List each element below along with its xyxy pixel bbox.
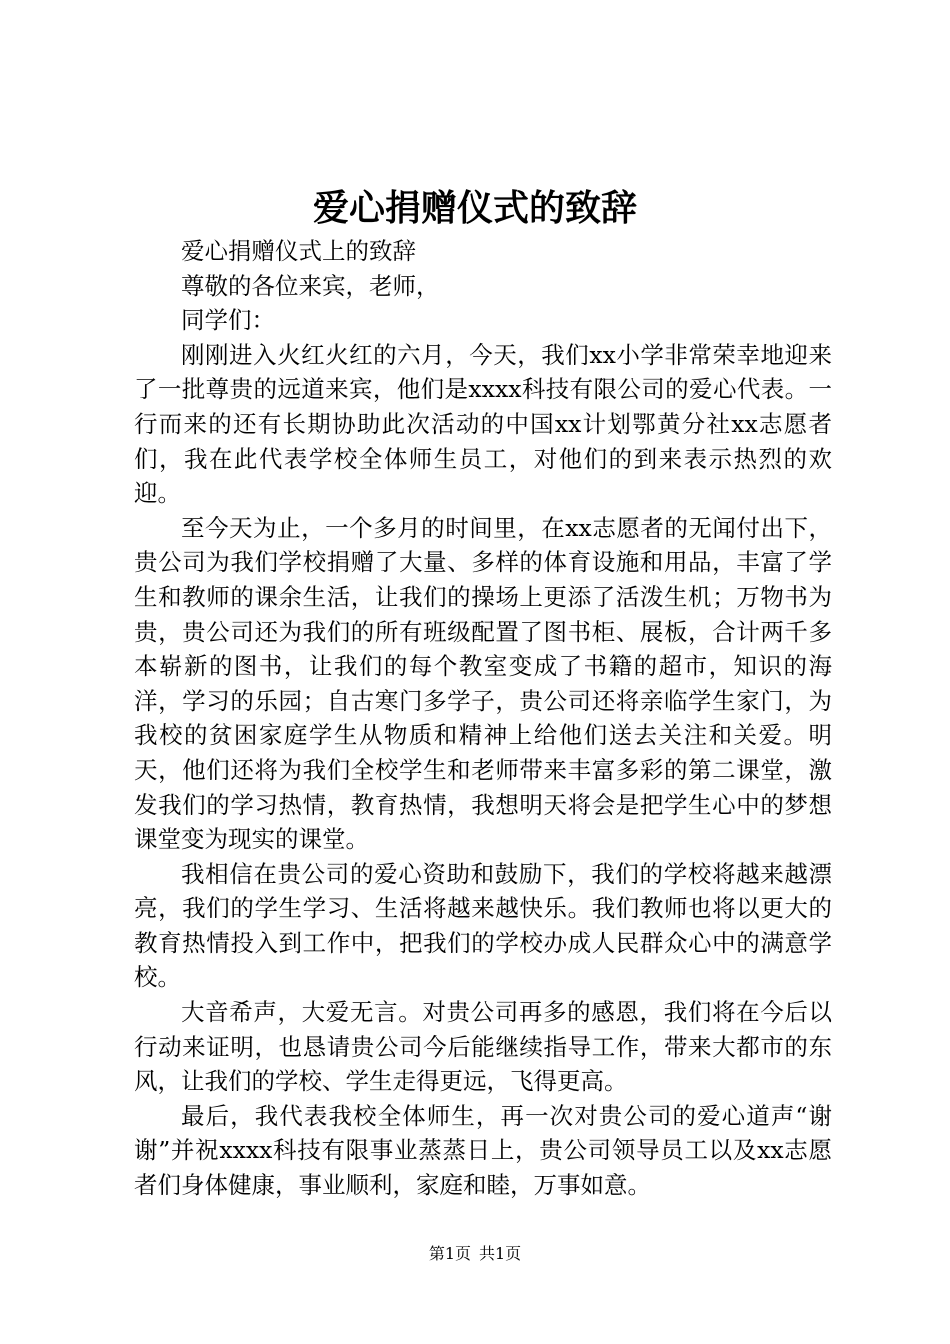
body-paragraph: 至今天为止，一个多月的时间里，在xx志愿者的无闻付出下，贵公司为我们学校捐赠了大量、多样的体育设施和用品，丰富了学生和教师的课余生活，让我们的操场上更添了活泼生机；万物书为贵，贵公司还为我们的所有班级配置了图书柜、展板，合计两千多本崭新的图书，让我们的每个教室变成了书籍的超市，知识的海洋，学习的乐园；自古寒门多学子，贵公司还将亲临学生家门，为我校的贫困家庭学生从物质和精神上给他们送去关注和关爱。明天，他们还将为我们全校学生和老师带来丰富多彩的第二课堂，激发我们的学习热情，教育热情，我想明天将会是把学生心中的梦想课堂变为现实的课堂。 (134, 513, 832, 854)
body-paragraph: 刚刚进入火红火红的六月，今天，我们xx小学非常荣幸地迎来了一批尊贵的远道来宾，他们是xxxx科技有限公司的爱心代表。一行而来的还有长期协助此次活动的中国xx计划鄂黄分社xx志愿者们，我在此代表学校全体师生员工，对他们的到来表示热烈的欢迎。 (134, 340, 832, 508)
body-paragraph: 最后，我代表我校全体师生，再一次对贵公司的爱心道声“谢谢”并祝xxxx科技有限事业蒸蒸日上，贵公司领导员工以及xx志愿者们身体健康，事业顺利，家庭和睦，万事如意。 (134, 1101, 832, 1200)
page-number: 第1页 (428, 1244, 471, 1263)
salutation-line: 同学们： (181, 306, 275, 335)
subtitle-line: 爱心捐赠仪式上的致辞 (181, 237, 416, 265)
page-total: 共1页 (479, 1244, 522, 1263)
document-title: 爱心捐赠仪式的致辞 (312, 187, 637, 229)
body-paragraph: 我相信在贵公司的爱心资助和鼓励下，我们的学校将越来越漂亮，我们的学生学习、生活将越来越快乐。我们教师也将以更大的教育热情投入到工作中，把我们的学校办成人民群众心中的满意学校。 (134, 859, 832, 992)
document-body (134, 234, 832, 1203)
page-footer (0, 1242, 950, 1266)
body-paragraph: 大音希声，大爱无言。对贵公司再多的感恩，我们将在今后以行动来证明，也恳请贵公司今后能继续指导工作，带来大都市的东风，让我们的学校、学生走得更远，飞得更高。 (134, 998, 832, 1096)
salutation-line: 尊敬的各位来宾，老师， (181, 271, 440, 300)
